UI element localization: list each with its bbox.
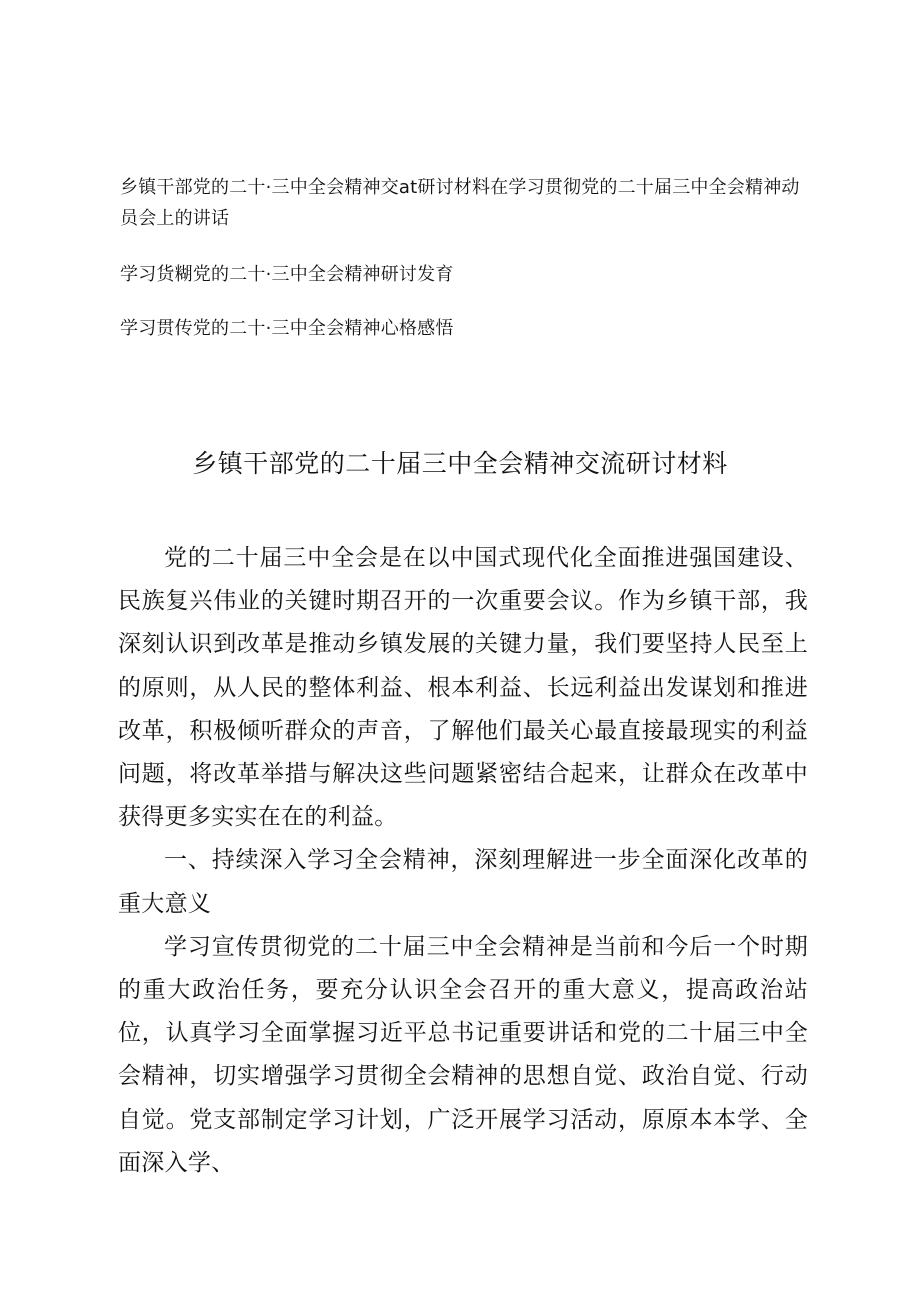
- table-of-contents: [120, 172, 810, 367]
- body-paragraph: 党的二十届三中全会是在以中国式现代化全面推进强国建设、民族复兴伟业的关键时期召开的一次重要会议。作为乡镇干部，我深刻认识到改革是推动乡镇发展的关键力量，我们要坚持人民至上的原则，从人民的整体利益、根本利益、长远利益出发谋划和推进改革，积极倾听群众的声音，了解他们最关心最直接最现实的利益问题，将改革举措与解决这些问题紧密结合起来，让群众在改革中获得更多实实在在的利益。: [118, 545, 808, 831]
- toc-item[interactable]: 乡镇干部党的二十·三中全会精神交at研讨材料在学习贯彻党的二十届三中全会精神动员会上的讲话: [120, 177, 800, 229]
- document-title: 乡镇干部党的二十届三中全会精神交流研讨材料: [192, 449, 728, 478]
- body-paragraph: 学习宣传贯彻党的二十届三中全会精神是当前和今后一个时期的重大政治任务，要充分认识全会召开的重大意义，提高政治站位，认真学习全面掌握习近平总书记重要讲话和党的二十届三中全会精神，切实增强学习贯彻全会精神的思想自觉、政治自觉、行动自觉。党支部制定学习计划，广泛开展学习活动，原原本本学、全面深入学、: [118, 933, 808, 1176]
- document-body: [118, 537, 808, 1185]
- toc-item[interactable]: 学习货糊党的二十·三中全会精神研讨发育: [120, 264, 454, 285]
- toc-item[interactable]: 学习贯传党的二十·三中全会精神心格感悟: [120, 318, 454, 339]
- section-heading: 一、持续深入学习全会精神，深刻理解进一步全面深化改革的重大意义: [118, 847, 808, 917]
